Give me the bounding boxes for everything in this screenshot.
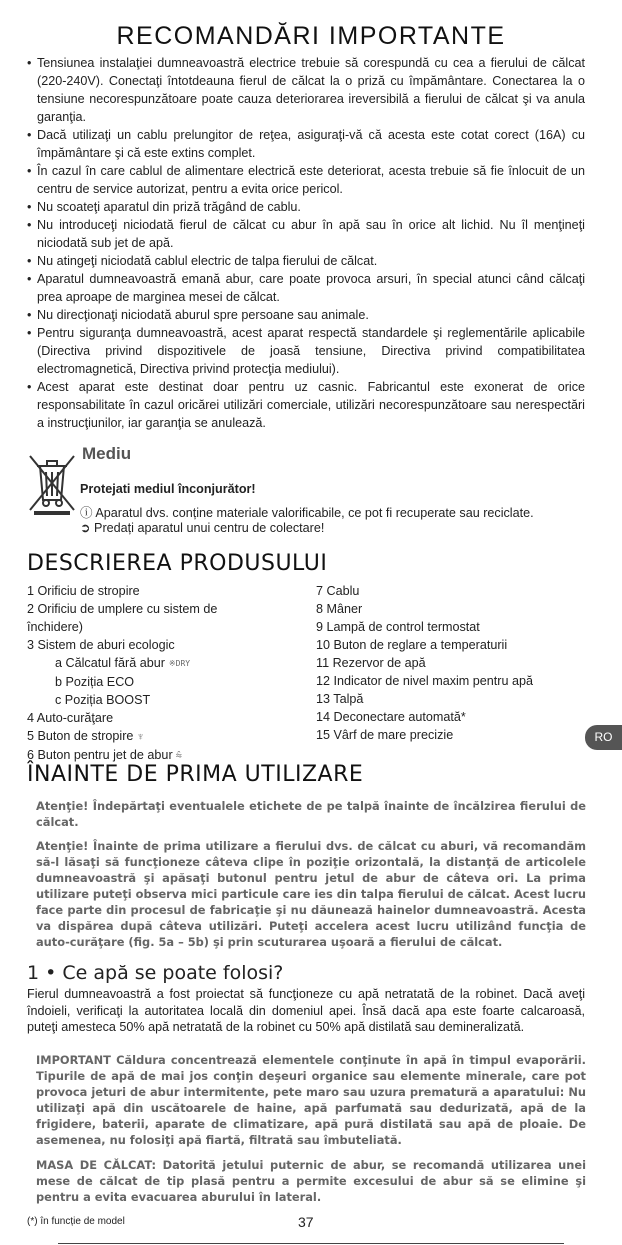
- list-item: 3 Sistem de aburi ecologic: [27, 638, 175, 652]
- environment-subtitle: Protejati mediul înconjurător!: [80, 482, 256, 496]
- page-title: RECOMANDĂRI IMPORTANTE: [116, 22, 506, 50]
- steam-icon: ⩯: [175, 749, 183, 762]
- water-heading: 1 • Ce apă se poate folosi?: [27, 962, 284, 984]
- list-item: • În cazul în care cablul de alimentare electrică este deteriorat, acesta trebuie să fie înlocuit de un centru de service autorizat, pentru a evita orice pericol.: [27, 162, 585, 198]
- list-item: 2 Orificiu de umplere cu sistem de: [27, 602, 218, 616]
- list-item: 10 Buton de reglare a temperaturii: [316, 638, 508, 652]
- list-item: 9 Lampă de control termostat: [316, 620, 480, 634]
- crossed-out-wheelie-bin-icon: [26, 452, 78, 516]
- list-item: 12 Indicator de nivel maxim pentru apă: [316, 674, 534, 688]
- list-item: • Nu direcţionaţi niciodată aburul spre persoane sau animale.: [27, 306, 585, 324]
- recommendations-list: [27, 54, 585, 432]
- list-item: 14 Deconectare automată*: [316, 710, 466, 724]
- before-first-use-heading: ÎNAINTE DE PRIMA UTILIZARE: [27, 762, 364, 787]
- list-item: 5 Buton de stropire ♆: [27, 728, 145, 743]
- warning-first-use: Atenţie! Înainte de prima utilizare a fierului dvs. de călcat cu aburi, vă recomandăm să-l lăsaţi să funcţioneze câteva clipe în poziţie orizontală, la distanţă de articolele dumneavoastră şi apăsaţi butonul pentru jetul de abur de câteva ori. La prima utilizare puteţi observa mici particule care ies din talpa fierului de călcat. Acest lucru face parte din procesul de fabricaţie şi nu dăunează hainelor dumneavoastră. Acesta va dispărea după câteva utilizări. Puteţi accelera acest lucru utilizând funcţia de auto-curăţare (fig. 5a – 5b) şi prin scuturarea uşoară a fierului de călcat.: [36, 839, 586, 949]
- list-item: c Poziția BOOST: [55, 692, 151, 707]
- list-item: 4 Auto-curăţare: [27, 710, 114, 725]
- list-item: • Dacă utilizaţi un cablu prelungitor de reţea, asiguraţi-vă că acesta este cotat corect (16A) cu împământare şi că este extins complet.: [27, 126, 585, 162]
- list-item: 6 Buton pentru jet de abur ⩯: [27, 747, 183, 762]
- page-number: 37: [298, 1214, 314, 1230]
- description-left-column: [27, 582, 297, 765]
- list-item: • Nu atingeţi niciodată cablul electric de talpa fierului de călcat.: [27, 252, 585, 270]
- ironing-board-note: MASA DE CĂLCAT: Datorită jetului puternic de abur, se recomandă utilizarea unei mese de călcat de tip plasă pentru a permite excesului de abur să se elimine şi pentru a evita evacuarea aburului în lateral.: [36, 1158, 586, 1204]
- list-item: 13 Talpă: [316, 692, 364, 706]
- list-item: 15 Vârf de mare precizie: [316, 728, 454, 742]
- list-item: închidere): [27, 620, 84, 634]
- language-tab: RO: [585, 725, 622, 750]
- dry-icon: ※DRY: [168, 658, 191, 668]
- list-item: 7 Cablu: [316, 584, 360, 598]
- important-note: IMPORTANT Căldura concentrează elementele conţinute în apă în timpul evaporării. Tipurile de apă de mai jos conţin deşeuri organice sau elemente minerale, care pot provoca jeturi de abur intermitente, pete maro sau uzura prematură a aparatului: Nu utilizaţi apă din uscătoarele de haine, apă parfumată sau dedurizată, apă de la frigidere, baterii, aparate de climatizare, apă pură distilată sau apă de ploaie. De asemenea, nu folosiţi apă fiartă, filtrată sau îmbuteliată.: [36, 1053, 586, 1147]
- list-item: • Nu scoateţi aparatul din priză trăgând de cablu.: [27, 198, 585, 216]
- list-item: • Nu introduceţi niciodată fierul de călcat cu abur în apă sau în orice alt lichid. Nu îl menţineţi niciodată sub jet de apă.: [27, 216, 585, 252]
- list-item: b Poziția ECO: [55, 674, 135, 689]
- list-item: • Tensiunea instalaţiei dumneavoastră electrice trebuie să corespundă cu cea a fierului de călcat (220-240V). Conectaţi întotdeauna fierul de călcat la o priză cu împământare. Conectarea la o tensiune necorespunzătoare poate cauza deteriorarea ireversibilă a fierului de călcat şi va anula garanţia.: [27, 54, 585, 126]
- environment-line-collect: ➲ Predați aparatul unui centru de colectare!: [80, 521, 325, 535]
- description-heading: DESCRIEREA PRODUSULUI: [27, 551, 328, 576]
- bottom-rule: [58, 1243, 564, 1244]
- list-item: 1 Orificiu de stropire: [27, 584, 140, 598]
- list-item: • Aparatul dumneavoastră emană abur, care poate provoca arsuri, în special atunci când călcaţi prea aproape de marginea mesei de călcat.: [27, 270, 585, 306]
- list-item: • Pentru siguranţa dumneavoastră, acest aparat respectă standardele şi reglementările aplicabile (Directiva privind dispozitivele de joasă tensiune, Directiva privind compatibilitatea electromagnetică, Directiva privind protecţia mediului).: [27, 324, 585, 378]
- footnote: (*) în funcție de model: [27, 1216, 125, 1227]
- environment-title: Mediu: [82, 444, 132, 463]
- list-item: a Călcatul fără abur ※DRY: [55, 656, 191, 670]
- list-item: • Acest aparat este destinat doar pentru uz casnic. Fabricantul este exonerat de orice responsabilitate în cazul oricărei utilizări comerciale, utilizări necorespunzătoare sau nerespectări a instrucţiunilor, iar garanţia se anulează.: [27, 378, 585, 432]
- warning-labels: Atenţie! Îndepărtaţi eventualele etichete de pe talpă înainte de încălzirea fierului de călcat.: [36, 799, 586, 829]
- list-item: 11 Rezervor de apă: [316, 656, 426, 670]
- list-item: 8 Mâner: [316, 602, 363, 616]
- description-right-column: [316, 582, 596, 744]
- water-paragraph: Fierul dumneavoastră a fost proiectat să funcţioneze cu apă netratată de la robinet. Dacă aveţi îndoieli, verificaţi la autoritatea locală din domeniul apei. Însă dacă apa este foarte calcaroasă, puteţi amesteca 50% apă netratată de la robinet cu 50% apă distilată sau demineralizată.: [27, 987, 585, 1034]
- environment-line-recycle: ⓘ Aparatul dvs. conține materiale valorificabile, ce pot fi recuperate sau reciclate.: [80, 506, 534, 520]
- spray-icon: ♆: [136, 730, 145, 743]
- environment-section: [26, 440, 596, 540]
